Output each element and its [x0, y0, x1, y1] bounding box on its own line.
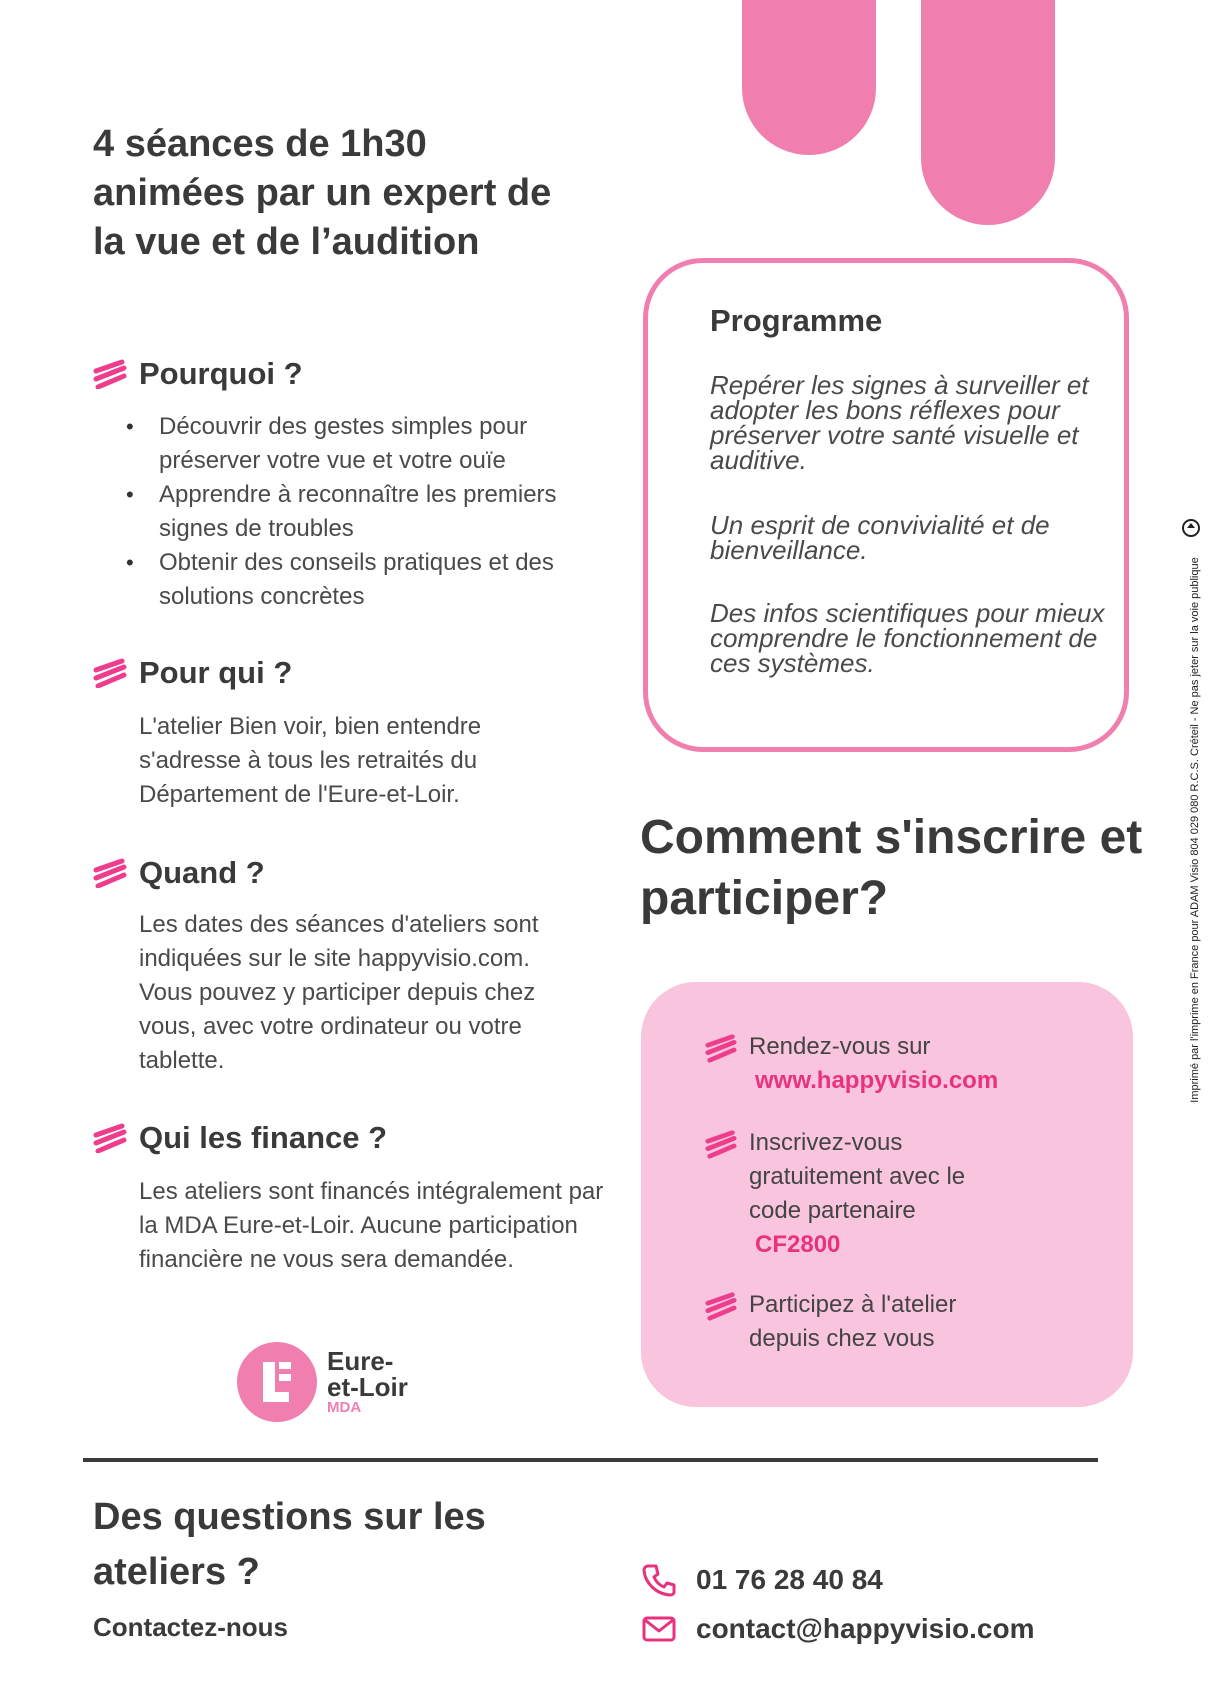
pourquoi-list: [126, 410, 616, 614]
print-mention: [1187, 550, 1203, 1110]
pink-stroke-icon: [93, 858, 127, 888]
decorative-pill-left: [742, 0, 876, 155]
partner-code: CF2800: [755, 1231, 841, 1258]
mda-logo: [237, 1342, 408, 1422]
logo-line-2: et-Loir: [327, 1372, 408, 1402]
pink-stroke-icon: [93, 1123, 127, 1153]
logo-line-3: MDA: [327, 1399, 362, 1416]
email-address[interactable]: contact@happyvisio.com: [696, 1613, 1035, 1644]
questions-title: Des questions sur les ateliers ?: [93, 1496, 486, 1593]
email-contact[interactable]: [642, 1612, 1035, 1646]
programme-item: Des infos scientifiques pour mieux comprendre le fonctionnement de ces systèmes.: [710, 598, 1105, 678]
step-3: [705, 1288, 1009, 1356]
step-text: Inscrivez-vous gratuitement avec le code partenaire: [749, 1129, 966, 1224]
programme-title: Programme: [710, 303, 883, 338]
list-item: • Obtenir des conseils pratiques et des solutions concrètes: [126, 546, 616, 614]
pour-qui-text: L'atelier Bien voir, bien entendre s'adresse à tous les retraités du Département de l'Eure-et-Loir.: [139, 713, 482, 808]
decorative-pill-right: [921, 0, 1055, 225]
logo-mark-icon: [237, 1342, 317, 1422]
pink-stroke-icon: [93, 658, 127, 688]
programme-item: Repérer les signes à surveiller et adopter les bons réflexes pour préserver votre santé visuelle et auditive.: [710, 370, 1089, 475]
website-link[interactable]: www.happyvisio.com: [755, 1067, 999, 1094]
inscription-steps-panel: [641, 982, 1133, 1407]
page-title: 4 séances de 1h30 animées par un expert de la vue et de l’audition: [93, 123, 552, 263]
quand-text: Les dates des séances d'ateliers sont indiquées sur le site happyvisio.com. Vous pouvez y participer depuis chez vous, avec votre ordinateur ou votre tablette.: [139, 911, 539, 1074]
section-heading-finance: [93, 1120, 387, 1156]
pink-stroke-icon: [705, 1033, 737, 1063]
list-item: • Découvrir des gestes simples pour préserver votre vue et votre ouïe: [126, 410, 616, 478]
step-1: [705, 1030, 1049, 1098]
step-text: Participez à l'atelier depuis chez vous: [749, 1291, 957, 1352]
section-heading-pourquoi: [93, 356, 303, 392]
phone-icon: [642, 1563, 676, 1597]
section-heading-label: Qui les finance ?: [139, 1120, 388, 1155]
finance-text: Les ateliers sont financés intégralement par la MDA Eure-et-Loir. Aucune participation financière ne vous sera demandée.: [139, 1178, 604, 1273]
phone-contact[interactable]: [642, 1563, 883, 1597]
list-item: • Apprendre à reconnaître les premiers signes de troubles: [126, 478, 616, 546]
pink-stroke-icon: [705, 1291, 737, 1321]
programme-item: Un esprit de convivialité et de bienveillance.: [710, 510, 1050, 565]
programme-box: [643, 258, 1129, 752]
logo-circle: [237, 1342, 317, 1422]
inscription-title: Comment s'inscrire et participer?: [640, 811, 1143, 925]
phone-number[interactable]: 01 76 28 40 84: [696, 1564, 883, 1595]
pink-stroke-icon: [705, 1129, 737, 1159]
mail-icon: [642, 1612, 676, 1646]
section-heading-label: Pour qui ?: [139, 655, 293, 690]
recycle-icon: [1181, 518, 1201, 538]
step-2: [705, 1126, 969, 1262]
contact-label: Contactez-nous: [93, 1612, 288, 1642]
footer-divider: [83, 1458, 1098, 1462]
print-mention-text: Imprimé par l'imprime en France pour ADAM Visio 804 029 080 R.C.S. Créteil - Ne pas jeter sur la voie publique: [1189, 557, 1201, 1103]
section-heading-label: Pourquoi ?: [139, 356, 303, 391]
logo-line-1: Eure-: [327, 1346, 394, 1376]
step-text: Rendez-vous sur: [749, 1033, 931, 1060]
section-heading-pour-qui: [93, 655, 292, 691]
section-heading-quand: [93, 855, 265, 891]
pink-stroke-icon: [93, 359, 127, 389]
section-heading-label: Quand ?: [139, 855, 265, 890]
